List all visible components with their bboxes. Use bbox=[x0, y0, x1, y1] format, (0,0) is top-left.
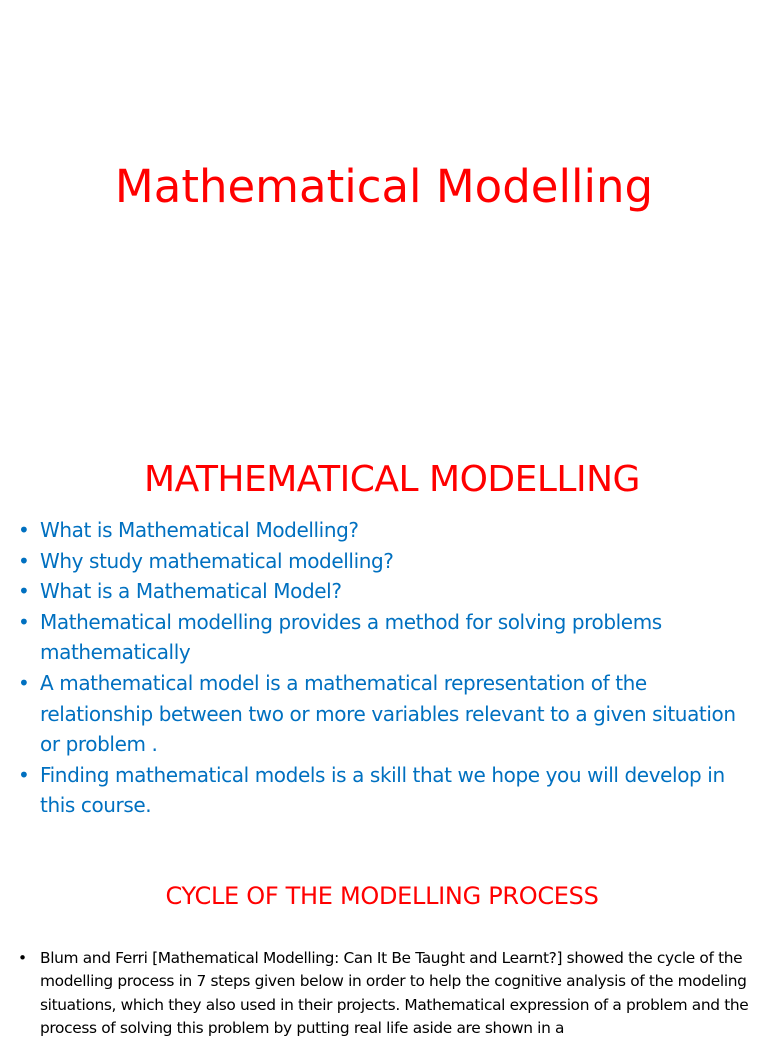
bullet-icon: • bbox=[18, 762, 30, 787]
bullet-text: A mathematical model is a mathematical representation of the relationship between two or more variables relevant to a given situation or problem . bbox=[40, 670, 736, 757]
slide-modelling-cycle bbox=[0, 856, 768, 1038]
bullet-icon: • bbox=[18, 670, 30, 695]
slide-mathematical-modelling bbox=[0, 432, 768, 856]
bullet-item bbox=[18, 546, 758, 577]
bullet-icon: • bbox=[18, 518, 30, 542]
bullet-list bbox=[18, 515, 758, 821]
paragraph-text: Blum and Ferri [Mathematical Modelling: Can It Be Taught and Learnt?] showed the cycle of the modelling process in 7 steps given below in order to help the cognitive analysis of the modeling situations, which they also used in their projects. Mathematical expression of a problem and the process of solving this problem by putting real life aside are shown in a bbox=[40, 949, 749, 1038]
slide-title bbox=[0, 0, 768, 432]
bullet-icon: • bbox=[18, 548, 30, 573]
bullet-text: Why study mathematical modelling? bbox=[40, 548, 394, 573]
slide-title-heading: Mathematical Modelling bbox=[114, 160, 654, 213]
bullet-item bbox=[18, 760, 758, 821]
bullet-item bbox=[18, 947, 758, 1041]
bullet-text: What is a Mathematical Model? bbox=[40, 579, 342, 604]
slide-heading: MATHEMATICAL MODELLING bbox=[144, 459, 640, 500]
bullet-item bbox=[18, 668, 758, 760]
bullet-text: Mathematical modelling provides a method for solving problems mathematically bbox=[40, 609, 662, 665]
bullet-item bbox=[18, 576, 758, 607]
bullet-text: Finding mathematical models is a skill that we hope you will develop in this course. bbox=[40, 762, 725, 818]
bullet-item bbox=[18, 515, 758, 546]
slide-heading: CYCLE OF THE MODELLING PROCESS bbox=[165, 882, 599, 910]
bullet-icon: • bbox=[18, 949, 27, 967]
bullet-icon: • bbox=[18, 609, 30, 634]
bullet-item bbox=[18, 607, 758, 668]
bullet-list bbox=[18, 947, 758, 1041]
bullet-text: What is Mathematical Modelling? bbox=[40, 518, 359, 542]
bullet-icon: • bbox=[18, 579, 30, 604]
